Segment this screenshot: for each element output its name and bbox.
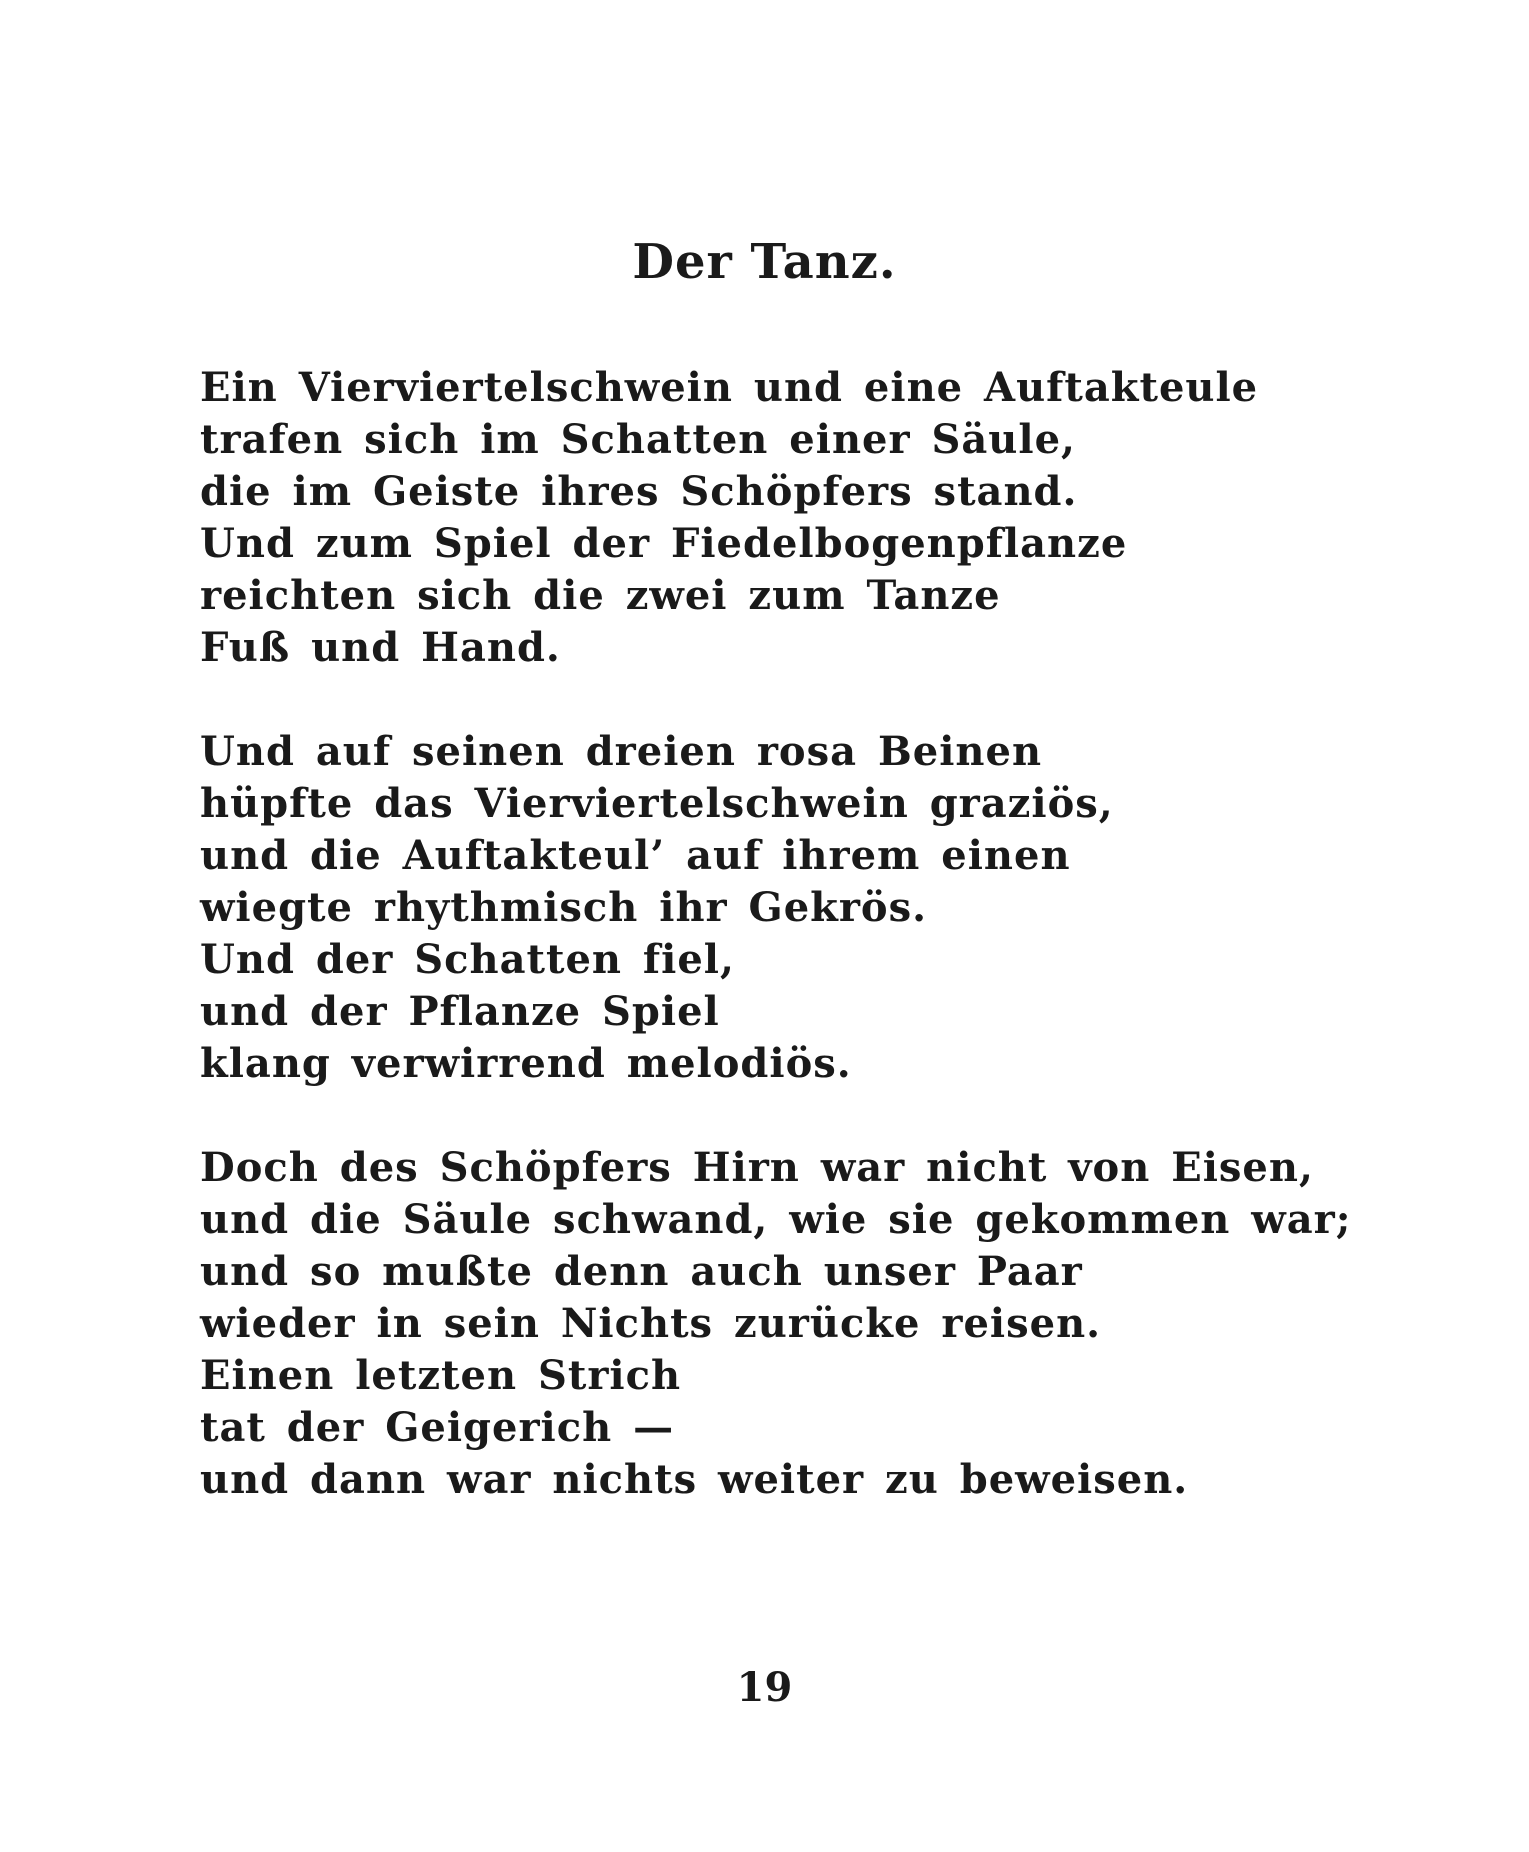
poem-line: und die Auftakteul’ auf ihrem einen	[200, 832, 1071, 879]
poem-line: Und auf seinen dreien rosa Beinen	[200, 728, 1043, 775]
poem-line: tat der Geigerich —	[200, 1404, 675, 1451]
page-number: 19	[736, 1664, 793, 1711]
poem-line: und die Säule schwand, wie sie gekommen war;	[200, 1196, 1352, 1243]
poem-line: Einen letzten Strich	[200, 1352, 682, 1399]
poem-line: wieder in sein Nichts zurücke reisen.	[200, 1300, 1102, 1347]
poem-line: und so mußte denn auch unser Paar	[200, 1248, 1083, 1295]
poem-line: klang verwirrend melodiös.	[200, 1040, 852, 1087]
poem-line: Und zum Spiel der Fiedelbogenpflanze	[200, 520, 1128, 567]
poem-line: trafen sich im Schatten einer Säule,	[200, 416, 1076, 463]
stanza-2	[200, 726, 1351, 1090]
poem-line: Doch des Schöpfers Hirn war nicht von Eisen,	[200, 1144, 1314, 1191]
poem-line: wiegte rhythmisch ihr Gekrös.	[200, 884, 928, 931]
poem-body	[200, 362, 1351, 1506]
poem-line: hüpfte das Vierviertelschwein graziös,	[200, 780, 1114, 827]
poem-line: Fuß und Hand.	[200, 624, 561, 671]
poem-line: reichten sich die zwei zum Tanze	[200, 572, 1001, 619]
stanza-1	[200, 362, 1351, 674]
stanza-3	[200, 1142, 1351, 1506]
poem-line: Ein Vierviertelschwein und eine Auftakteule	[200, 364, 1259, 411]
poem-title: Der Tanz.	[632, 234, 897, 290]
poem-line: die im Geiste ihres Schöpfers stand.	[200, 468, 1078, 515]
poem-line: und dann war nichts weiter zu beweisen.	[200, 1456, 1189, 1503]
poem-line: Und der Schatten fiel,	[200, 936, 735, 983]
poem-line: und der Pflanze Spiel	[200, 988, 720, 1035]
